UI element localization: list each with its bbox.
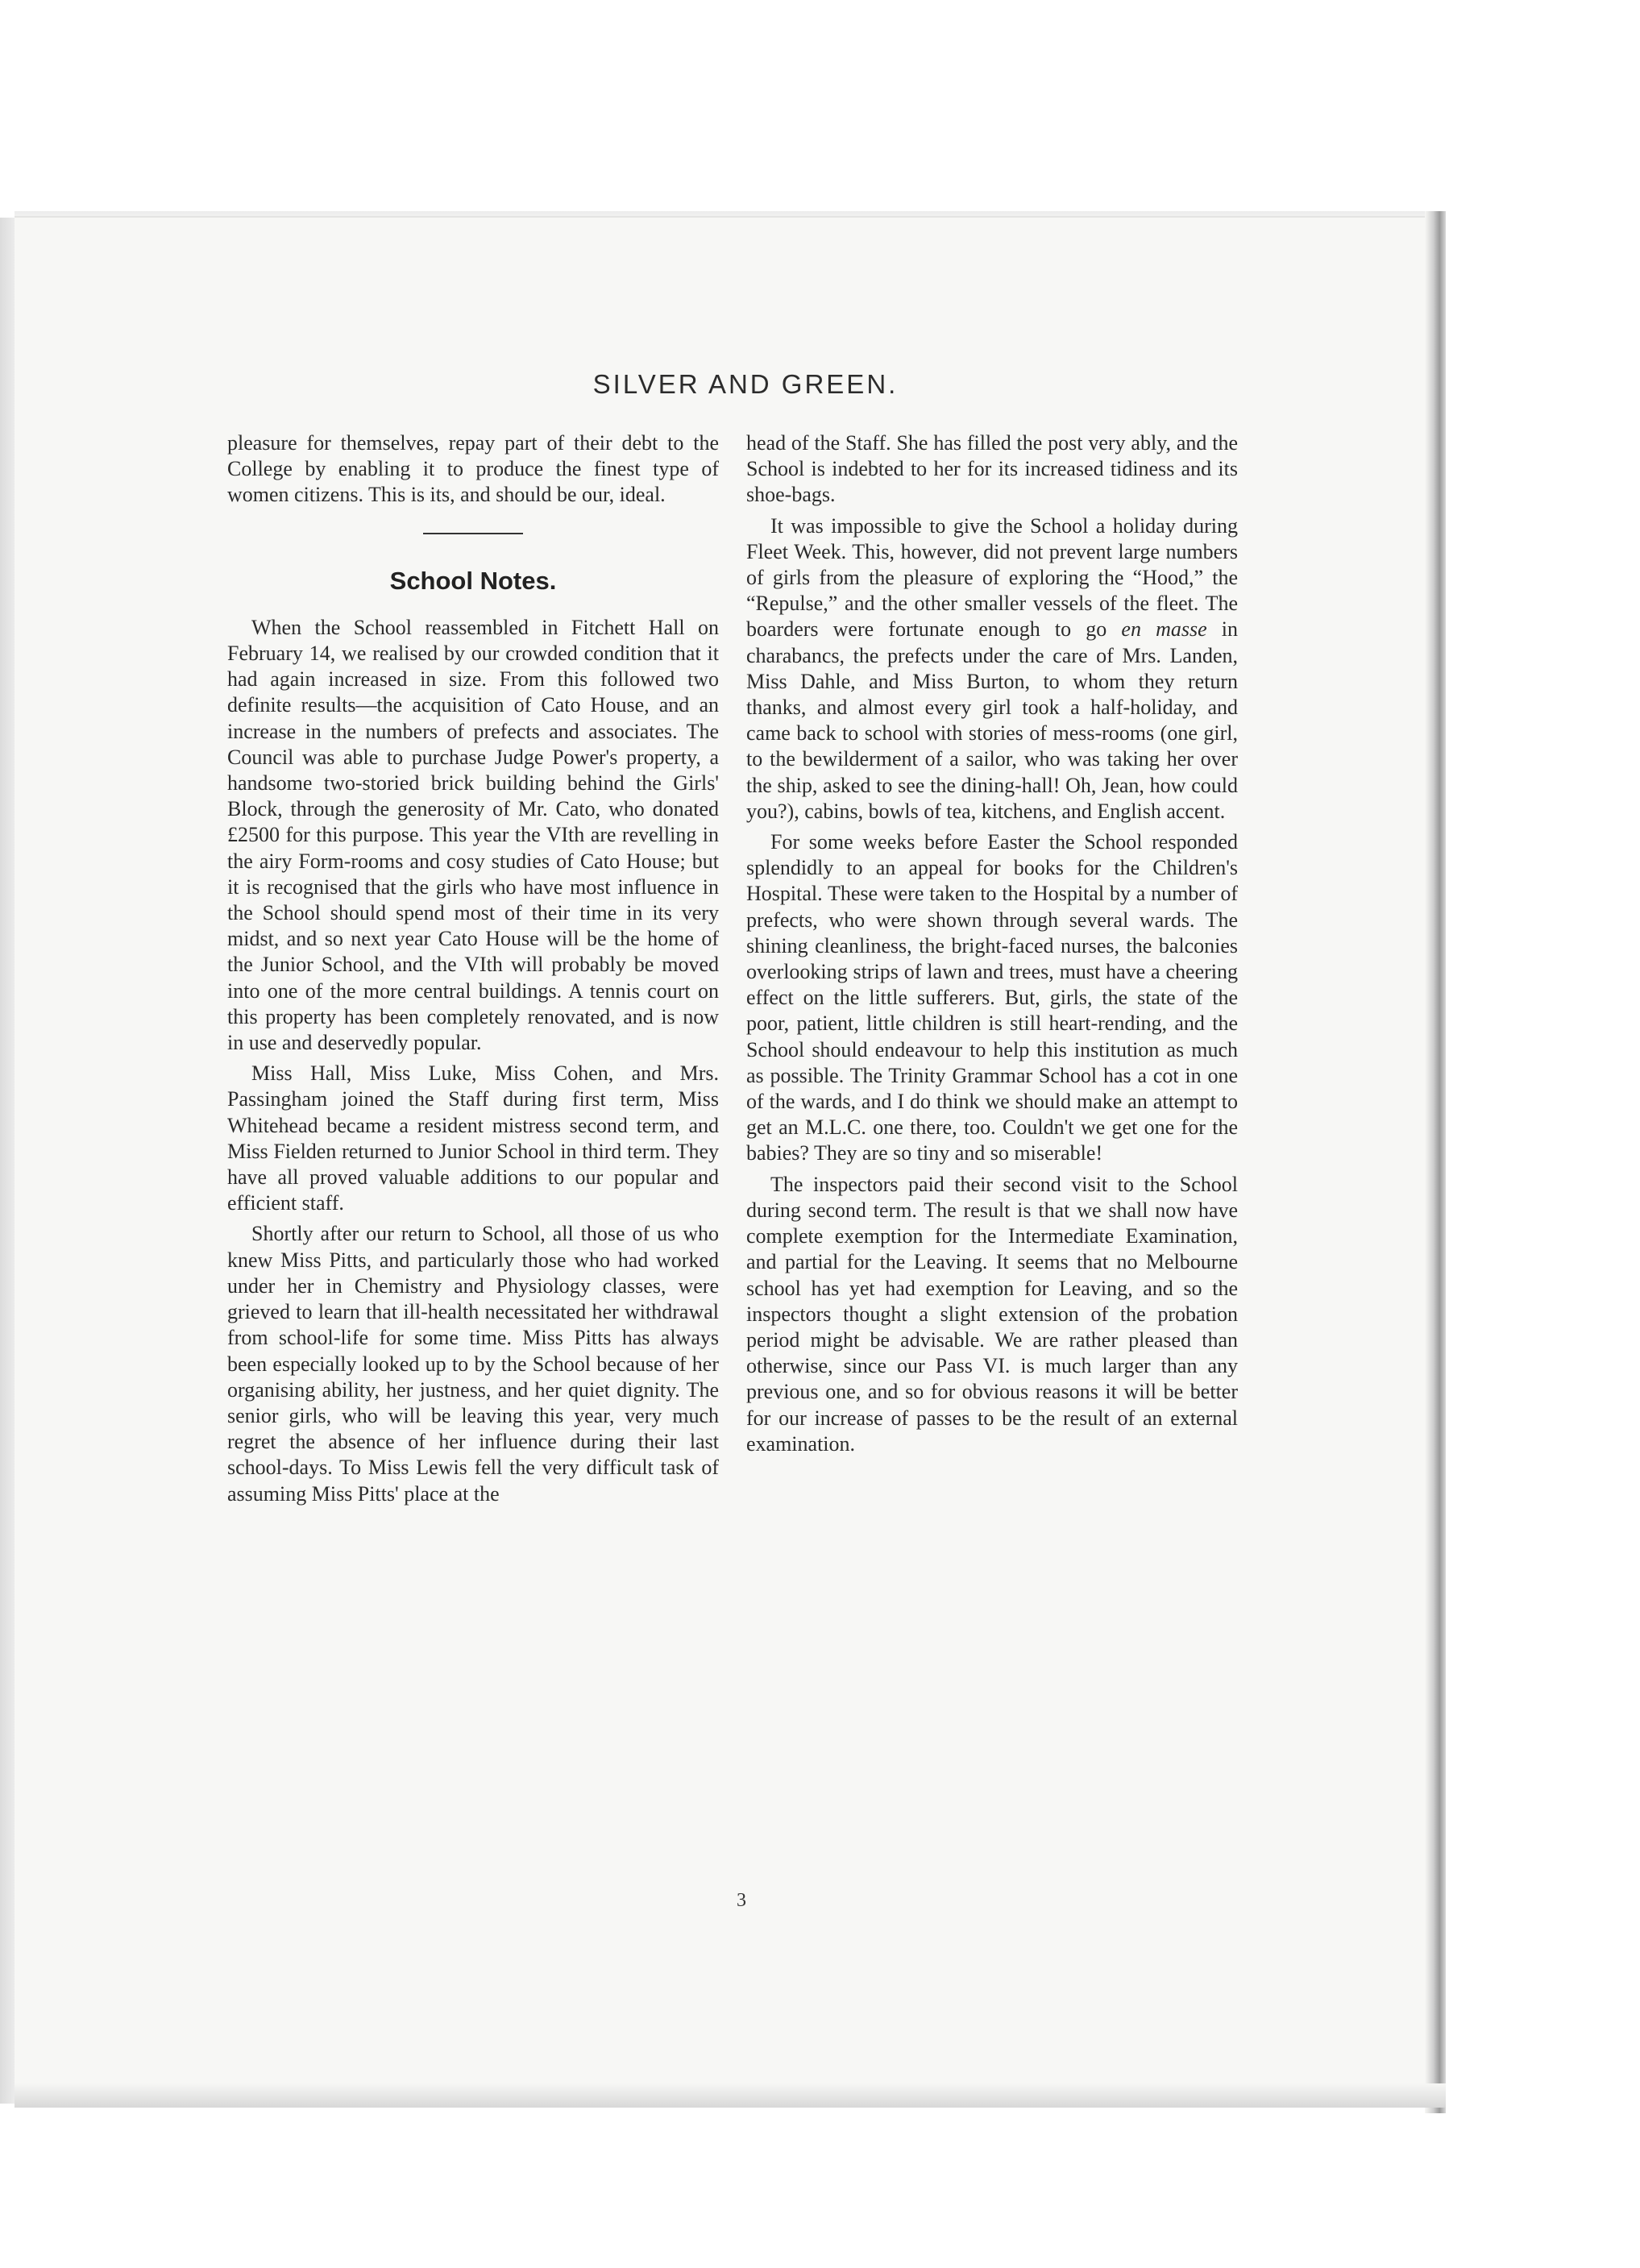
paragraph-school-reassembled: When the School reassembled in Fitchett Hall on February 14, we realised by our crowded condition that it had again increased in size. From this followed two definite results—the acquisition of Cato House, and an increase in the numbers of prefects and associates. The Council was able to purchase Judge Power's property, a handsome two-storied brick building behind the Girls' Block, through the generosity of Mr. Cato, who donated £2500 for this purpose. This year the VIth are revelling in the airy Form-rooms and cosy studies of Cato House; but it is recognised that the girls who have most influence in the School should spend most of their time in its very midst, and so next year Cato House will be the home of the Junior School, and the VIth will probably be moved into one of the more central buildings. A tennis court on this property has been completely renovated, and is now in use and deservedly popular. <box>227 615 719 1055</box>
fleet-week-text-1: It was impossible to give the School a holiday during Fleet Week. This, however, did not prevent large numbers of girls from the pleasure of exploring the “Hood,” the “Repulse,” and the other smaller vessels of the fleet. The boarders were fortunate enough to go <box>746 513 1238 642</box>
paragraph-inspectors: The inspectors paid their second visit to the School during second term. The result is that we shall now have complete exemption for the Intermediate Examination, and partial for the Leaving. It seems that no Melbourne school has yet had exemption for Leaving, and so the inspectors thought a slight extension of the probation period might be advisable. We are rather pleased than otherwise, since our Pass VI. is much larger than any previous one, and so for obvious reasons it will be better for our increase of passes to be the result of an external examination. <box>746 1172 1238 1456</box>
paragraph-fleet-week <box>746 513 1238 825</box>
page-bottom-shadow <box>15 2083 1446 2108</box>
fleet-week-italic: en masse <box>1121 617 1207 642</box>
paragraph-miss-pitts: Shortly after our return to School, all those of us who knew Miss Pitts, and particularly those who had worked under her in Chemistry and Physiology classes, were grieved to learn that ill-health necessitated her withdrawal from school-life for some time. Miss Pitts has always been especially looked up to by the School because of her organising ability, her justness, and her quiet dignity. The senior girls, who will be leaving this year, very much regret the absence of her influence during their last school-days. To Miss Lewis fell the very difficult task of assuming Miss Pitts' place at the <box>227 1222 719 1506</box>
left-column <box>227 430 719 1507</box>
fleet-week-text-2: in charabancs, the prefects under the care of Mrs. Landen, Miss Dahle, and Miss Burton, to whom they return thanks, and almost every girl took a half-holiday, and came back to school with stories of mess-rooms (one girl, to the bewilderment of a sailor, who was taking her over the ship, asked to see the dining-hall! Oh, Jean, how could you?), cabins, bowls of tea, kitchens, and English accent. <box>746 617 1239 823</box>
intro-paragraph: pleasure for themselves, repay part of their debt to the College by enabling it to produce the finest type of women citizens. This is its, and should be our, ideal. <box>227 431 719 507</box>
right-column <box>746 430 1238 1457</box>
paragraph-continuation: head of the Staff. She has filled the post very ably, and the School is indebted to her for its increased tidiness and its shoe-bags. <box>746 431 1238 507</box>
section-heading: School Notes. <box>389 566 557 595</box>
page-number: 3 <box>737 1890 746 1911</box>
running-title: SILVER AND GREEN. <box>592 369 899 399</box>
section-divider <box>423 533 523 534</box>
page-binding-edge <box>1425 211 1446 2113</box>
paragraph-hospital: For some weeks before Easter the School responded splendidly to an appeal for books for the Children's Hospital. These were taken to the Hospital by a number of prefects, who were shown through several wards. The shining cleanliness, the bright-faced nurses, the balconies overlooking strips of lawn and trees, must have a cheering effect on the little sufferers. But, girls, the state of the poor, patient, little children is still heart-rending, and the School should endeavour to help this institution as much as possible. The Trinity Grammar School has a cot in one of the wards, and I do think we should make an attempt to get an M.L.C. one there, too. Couldn't we get one for the babies? They are so tiny and so miserable! <box>746 830 1238 1165</box>
paragraph-staff-changes: Miss Hall, Miss Luke, Miss Cohen, and Mrs. Passingham joined the Staff during first term, Miss Whitehead became a resident mistress second term, and Miss Fielden returned to Junior School in third term. They have all proved valuable additions to our popular and efficient staff. <box>227 1061 719 1215</box>
